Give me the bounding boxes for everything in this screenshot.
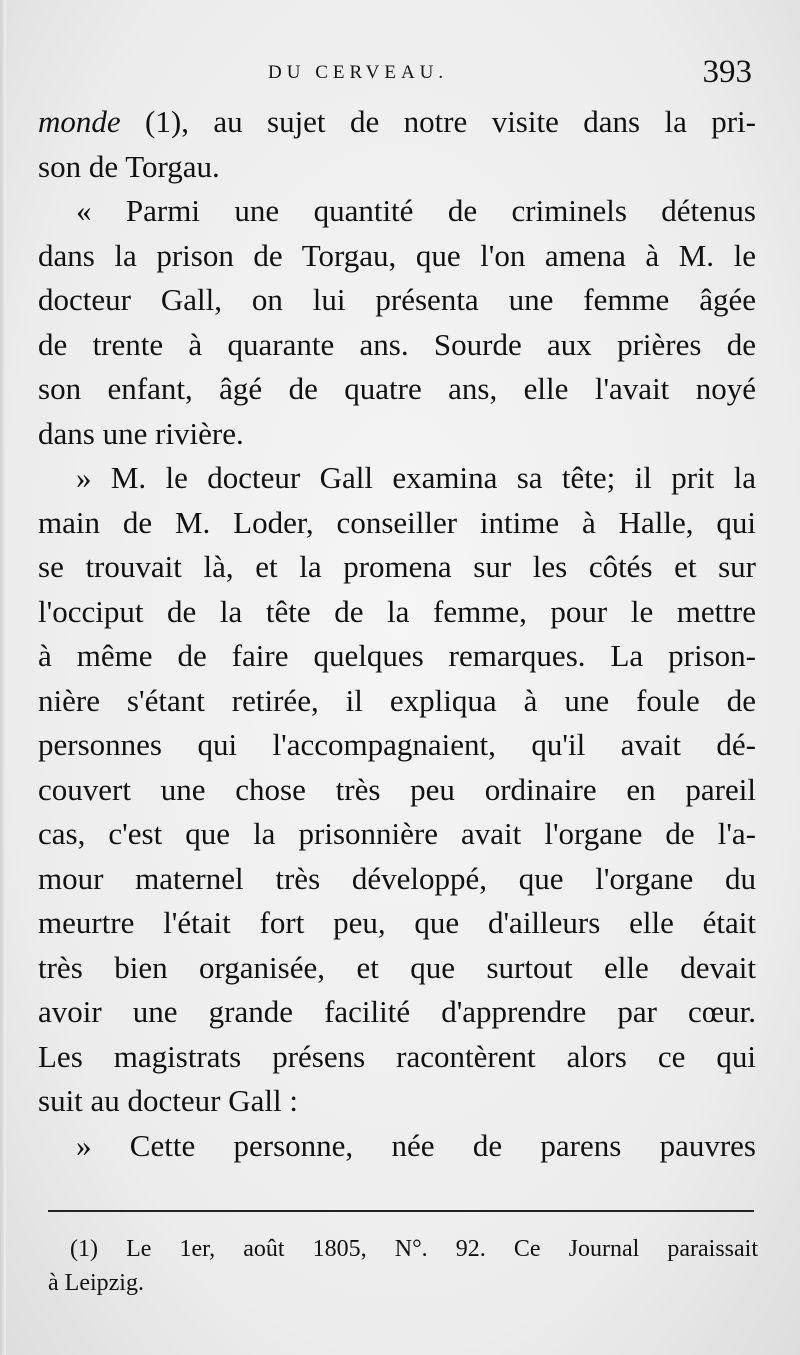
text-line: suit au docteur Gall : bbox=[38, 1083, 298, 1118]
text-line: cas, c'est que la prisonnière avait l'organe de l'a- bbox=[38, 816, 756, 851]
text-line: couvert une chose très peu ordinaire en pareil bbox=[38, 771, 756, 807]
text-line: « Parmi une quantité de criminels détenus bbox=[76, 193, 756, 228]
text-line bbox=[38, 100, 756, 145]
text-line: docteur Gall, on lui présenta une femme âgée bbox=[38, 282, 756, 317]
text-line: Les magistrats présens racontèrent alors ce qui bbox=[38, 1038, 756, 1074]
footnote-line: (1) Le 1er, août 1805, N°. 92. Ce Journal paraissait bbox=[70, 1236, 758, 1262]
text-line: très bien organisée, et que surtout elle devait bbox=[38, 949, 756, 985]
text-line: meurtre l'était fort peu, que d'ailleurs elle était bbox=[38, 905, 756, 940]
italic-word: monde bbox=[38, 104, 121, 139]
footnote bbox=[48, 1232, 758, 1300]
text-line: nière s'étant retirée, il expliqua à une foule de bbox=[38, 682, 756, 718]
text-line: » Cette personne, née de parens pauvres bbox=[76, 1127, 756, 1163]
text-line: de trente à quarante ans. Sourde aux prières de bbox=[38, 326, 756, 362]
text-line: l'occiput de la tête de la femme, pour le mettre bbox=[38, 593, 756, 629]
running-head bbox=[0, 56, 800, 96]
text-line: à même de faire quelques remarques. La prison- bbox=[38, 638, 756, 673]
footnote-line: à Leipzig. bbox=[48, 1270, 144, 1296]
footnote-rule bbox=[48, 1210, 754, 1212]
text-line-rest: (1), au sujet de notre visite dans la pri- bbox=[120, 104, 756, 139]
text-line: son enfant, âgé de quatre ans, elle l'avait noyé bbox=[38, 371, 756, 406]
text-line: mour maternel très développé, que l'organe du bbox=[38, 860, 756, 896]
text-line: personnes qui l'accompagnaient, qu'il avait dé- bbox=[38, 727, 756, 762]
text-line: son de Torgau. bbox=[38, 148, 220, 184]
running-head-title: DU CERVEAU. bbox=[268, 62, 449, 83]
text-line: se trouvait là, et la promena sur les côtés et sur bbox=[38, 549, 756, 584]
page-number: 393 bbox=[702, 54, 752, 90]
text-line: » M. le docteur Gall examina sa tête; il prit la bbox=[76, 460, 756, 495]
text-line: main de M. Loder, conseiller intime à Halle, qui bbox=[38, 504, 756, 540]
text-line: dans la prison de Torgau, que l'on amena à M. le bbox=[38, 237, 756, 273]
text-line: avoir une grande facilité d'apprendre par cœur. bbox=[38, 994, 756, 1029]
text-line: dans une rivière. bbox=[38, 415, 244, 451]
body-text bbox=[38, 100, 756, 1168]
page-edge-shadow bbox=[0, 0, 6, 1355]
